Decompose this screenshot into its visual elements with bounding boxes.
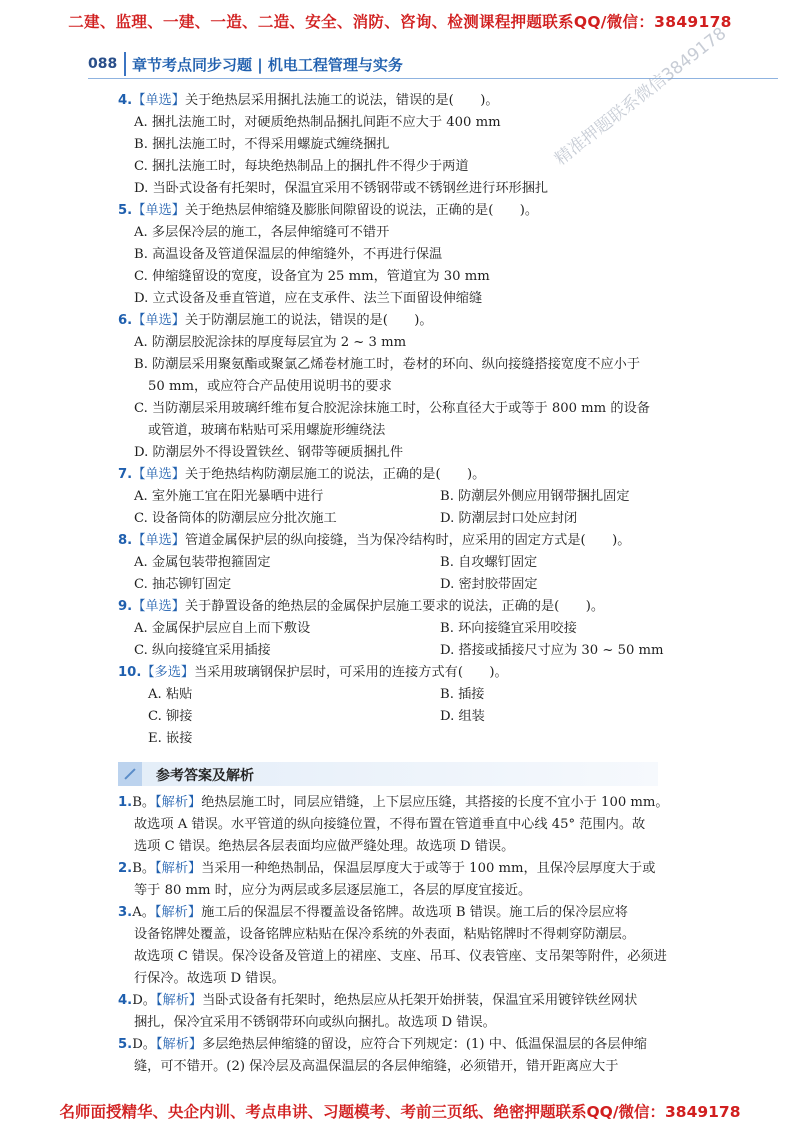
answer-text: 捆扎，保冷宜采用不锈钢带环向或纵向捆扎。故选项 D 错误。: [134, 1015, 496, 1030]
question-10: [118, 662, 758, 750]
question-type: 【多选】: [141, 665, 195, 680]
analysis-tag: 【解析】: [155, 993, 203, 1008]
option: B. 捆扎法施工时，不得采用螺旋式缠绕捆扎: [134, 137, 390, 152]
answer-text: 行保冷。故选项 D 错误。: [134, 971, 285, 986]
answer-text: 绝热层施工时，同层应错缝，上下层应压缝，其搭接的长度不宜小于 100 mm。: [201, 795, 669, 810]
option: B. 防潮层采用聚氨酯或聚氯乙烯卷材施工时，卷材的环向、纵向接缝搭接宽度不应小于: [134, 357, 641, 372]
option: A. 粘贴: [148, 687, 193, 702]
option: D. 组装: [440, 709, 485, 724]
option: B. 防潮层外侧应用钢带捆扎固定: [440, 489, 630, 504]
answer-number: 3.: [118, 905, 133, 920]
answer-letter: D。: [132, 993, 156, 1008]
answers-title: 参考答案及解析: [156, 768, 254, 784]
option: D. 防潮层封口处应封闭: [440, 511, 578, 526]
option: D. 立式设备及垂直管道，应在支承件、法兰下面留设伸缩缝: [134, 291, 483, 306]
answer-text: 施工后的保温层不得覆盖设备铭牌。故选项 B 错误。施工后的保冷层应将: [201, 905, 628, 920]
page-number: 088: [88, 56, 118, 72]
answer-3: [118, 902, 758, 990]
question-type: 【单选】: [132, 533, 185, 548]
answer-text: 故选项 A 错误。水平管道的纵向接缝位置，不得布置在管道垂直中心线 45° 范围内。故: [134, 817, 646, 832]
question-stem: 关于绝热层采用捆扎法施工的说法，错误的是( )。: [184, 93, 499, 108]
question-7: [118, 464, 758, 530]
answer-text: 选项 C 错误。绝热层各层表面均应做严缝处理。故选项 D 错误。: [134, 839, 515, 854]
question-5: [118, 200, 758, 310]
option: A. 金属包装带抱箍固定: [134, 555, 271, 570]
question-type: 【单选】: [132, 313, 185, 328]
diagonal-watermark: 精准押题联系微信3849178: [551, 23, 731, 170]
analysis-tag: 【解析】: [155, 795, 202, 810]
option: D. 当卧式设备有托架时，保温宜采用不锈钢带或不锈钢丝进行环形捆扎: [134, 181, 549, 196]
answer-letter: D。: [132, 1037, 156, 1052]
question-type: 【单选】: [132, 93, 185, 108]
option: C. 伸缩缝留设的宽度，设备宜为 25 mm，管道宜为 30 mm: [134, 269, 490, 284]
footer-promo-banner: 名师面授精华、央企内训、考点串讲、习题模考、考前三页纸、绝密押题联系QQ/微信：3849178: [59, 1103, 741, 1121]
answer-number: 5.: [118, 1037, 133, 1052]
option: D. 防潮层外不得设置铁丝、钢带等硬质捆扎件: [134, 445, 404, 460]
answer-list: [118, 792, 758, 1078]
answer-number: 2.: [118, 861, 133, 876]
answer-text: 缝，可不错开。(2) 保冷层及高温保温层的各层伸缩缝，必须错开，错开距离应大于: [134, 1059, 619, 1074]
answer-1: [118, 792, 758, 858]
option: C. 抽芯铆钉固定: [134, 577, 232, 592]
top-promo-banner: 二建、监理、一建、一造、二造、安全、消防、咨询、检测课程押题联系QQ/微信：3849178: [68, 13, 732, 31]
question-6: [118, 310, 758, 464]
answer-5: [118, 1034, 758, 1078]
option: A. 多层保冷层的施工，各层伸缩缝可不错开: [134, 225, 390, 240]
answer-letter: B。: [132, 795, 156, 810]
answer-text: 等于 80 mm 时，应分为两层或多层逐层施工，各层的厚度宜接近。: [134, 883, 532, 898]
question-4: [118, 90, 758, 200]
option: B. 自攻螺钉固定: [440, 555, 538, 570]
answer-text: 当卧式设备有托架时，绝热层应从托架开始拼装，保温宜采用镀锌铁丝网状: [202, 993, 638, 1008]
answer-text: 多层绝热层伸缩缝的留设，应符合下列规定：(1) 中、低温保温层的各层伸缩: [202, 1037, 647, 1052]
question-stem: 关于绝热层伸缩缝及膨胀间隙留设的说法，正确的是( )。: [184, 203, 539, 218]
question-number: 10.: [118, 665, 142, 680]
question-stem: 关于防潮层施工的说法，错误的是( )。: [184, 313, 433, 328]
question-number: 6.: [118, 313, 133, 328]
answer-text: 故选项 C 错误。保冷设备及管道上的裙座、支座、吊耳、仪表管座、支吊架等附件，必须进: [134, 949, 667, 964]
question-type: 【单选】: [132, 203, 185, 218]
option-continuation: 或管道，玻璃布粘贴可采用螺旋形缠绕法: [148, 423, 386, 438]
option: B. 环向接缝宜采用咬接: [440, 621, 577, 636]
question-stem: 关于静置设备的绝热层的金属保护层施工要求的说法，正确的是( )。: [184, 599, 605, 614]
question-stem: 当采用玻璃钢保护层时，可采用的连接方式有( )。: [194, 665, 508, 680]
answer-text: 设备铭牌处覆盖，设备铭牌应粘贴在保冷系统的外表面，粘贴铭牌时不得刺穿防潮层。: [134, 927, 636, 942]
question-number: 7.: [118, 467, 133, 482]
header-divider: [124, 52, 126, 76]
option: C. 设备筒体的防潮层应分批次施工: [134, 511, 337, 526]
question-8: [118, 530, 758, 596]
question-type: 【单选】: [132, 599, 185, 614]
option: C. 当防潮层采用玻璃纤维布复合胶泥涂抹施工时，公称直径大于或等于 800 mm 的设备: [134, 401, 650, 416]
option: B. 插接: [440, 687, 485, 702]
answer-number: 4.: [118, 993, 133, 1008]
option: C. 铆接: [148, 709, 193, 724]
answer-letter: A。: [132, 905, 155, 920]
option: A. 金属保护层应自上而下敷设: [134, 621, 311, 636]
answers-section-header: [118, 762, 658, 786]
answer-2: [118, 858, 758, 902]
analysis-tag: 【解析】: [155, 1037, 203, 1052]
question-type: 【单选】: [132, 467, 185, 482]
answer-4: [118, 990, 758, 1034]
question-number: 9.: [118, 599, 133, 614]
analysis-tag: 【解析】: [155, 861, 202, 876]
option: A. 防潮层胶泥涂抹的厚度每层宜为 2 ~ 3 mm: [134, 335, 407, 350]
option: E. 嵌接: [148, 731, 193, 746]
option-continuation: 50 mm，或应符合产品使用说明书的要求: [148, 379, 392, 394]
question-number: 5.: [118, 203, 133, 218]
question-stem: 关于绝热结构防潮层施工的说法，正确的是( )。: [184, 467, 486, 482]
answer-letter: B。: [132, 861, 156, 876]
question-list: [118, 90, 758, 750]
option: A. 捆扎法施工时，对硬质绝热制品捆扎间距不应大于 400 mm: [134, 115, 501, 130]
question-number: 8.: [118, 533, 133, 548]
option: B. 高温设备及管道保温层的伸缩缝外，不再进行保温: [134, 247, 443, 262]
option: D. 密封胶带固定: [440, 577, 538, 592]
question-9: [118, 596, 758, 662]
answer-text: 当采用一种绝热制品，保温层厚度大于或等于 100 mm，且保冷层厚度大于或: [201, 861, 656, 876]
question-stem: 管道金属保护层的纵向接缝，当为保冷结构时，应采用的固定方式是( )。: [184, 533, 631, 548]
option: C. 捆扎法施工时，每块绝热制品上的捆扎件不得少于两道: [134, 159, 469, 174]
pencil-icon: [118, 762, 142, 786]
option: D. 搭接或插接尺寸应为 30 ~ 50 mm: [440, 643, 664, 658]
option: A. 室外施工宜在阳光暴晒中进行: [134, 489, 324, 504]
question-number: 4.: [118, 93, 133, 108]
analysis-tag: 【解析】: [154, 905, 202, 920]
option: C. 纵向接缝宜采用插接: [134, 643, 271, 658]
chapter-title: 章节考点同步习题 | 机电工程管理与实务: [132, 56, 403, 74]
answer-number: 1.: [118, 795, 133, 810]
